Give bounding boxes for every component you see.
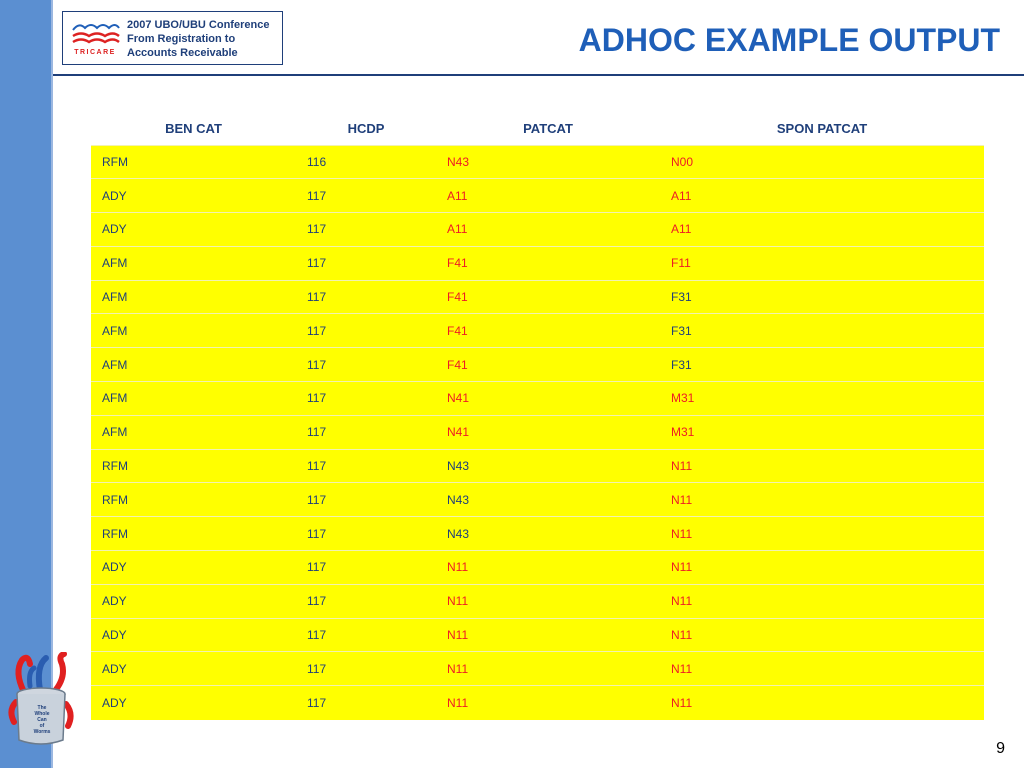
patcat-cell: F41: [436, 314, 660, 348]
table-row: [91, 213, 984, 247]
spon-patcat-cell: A11: [660, 179, 984, 213]
ben-cat-cell: RFM: [91, 145, 296, 179]
patcat-cell: N43: [436, 517, 660, 551]
spon-patcat-cell: F31: [660, 280, 984, 314]
spon-patcat-cell: M31: [660, 382, 984, 416]
hcdp-cell: 116: [296, 145, 436, 179]
conference-name: [127, 18, 269, 60]
spon-patcat-cell: F31: [660, 348, 984, 382]
table-row: [91, 584, 984, 618]
spon-patcat-cell: M31: [660, 415, 984, 449]
table-header-row: [91, 113, 984, 145]
hcdp-cell: 117: [296, 551, 436, 585]
ben-cat-cell: RFM: [91, 483, 296, 517]
ben-cat-cell: AFM: [91, 314, 296, 348]
table-row: [91, 483, 984, 517]
ben-cat-cell: AFM: [91, 415, 296, 449]
conference-line-3: Accounts Receivable: [127, 47, 238, 59]
table-row: [91, 449, 984, 483]
ben-cat-cell: ADY: [91, 213, 296, 247]
can-label-line-4: of: [39, 723, 45, 729]
can-label-line-2: Whole: [34, 711, 50, 717]
hcdp-cell: 117: [296, 314, 436, 348]
spon-patcat-cell: F31: [660, 314, 984, 348]
conference-logo: [62, 11, 283, 65]
tricare-brand-text: TRICARE: [74, 49, 116, 56]
table-row: [91, 246, 984, 280]
ben-cat-cell: AFM: [91, 246, 296, 280]
hcdp-cell: 117: [296, 483, 436, 517]
tricare-logo-icon: [69, 16, 121, 60]
spon-patcat-cell: N00: [660, 145, 984, 179]
ben-cat-cell: AFM: [91, 348, 296, 382]
ben-cat-cell: ADY: [91, 584, 296, 618]
table-row: [91, 314, 984, 348]
spon-patcat-cell: N11: [660, 449, 984, 483]
hcdp-cell: 117: [296, 382, 436, 416]
spon-patcat-cell: F11: [660, 246, 984, 280]
ben-cat-cell: AFM: [91, 382, 296, 416]
patcat-cell: F41: [436, 280, 660, 314]
patcat-cell: A11: [436, 179, 660, 213]
patcat-cell: N43: [436, 483, 660, 517]
conference-line-2: From Registration to: [127, 33, 236, 45]
table-body: [91, 145, 984, 720]
patcat-cell: N41: [436, 415, 660, 449]
spon-patcat-cell: N11: [660, 551, 984, 585]
spon-patcat-cell: N11: [660, 517, 984, 551]
can-label: [24, 705, 60, 735]
patcat-cell: N43: [436, 145, 660, 179]
patcat-cell: N41: [436, 382, 660, 416]
hcdp-cell: 117: [296, 584, 436, 618]
table-row: [91, 517, 984, 551]
header-divider: [53, 74, 1024, 76]
table-row: [91, 280, 984, 314]
output-table: [91, 113, 984, 720]
can-label-line-5: Worms: [33, 729, 51, 735]
spon-patcat-cell: N11: [660, 483, 984, 517]
ben-cat-cell: ADY: [91, 618, 296, 652]
hcdp-cell: 117: [296, 348, 436, 382]
table-row: [91, 348, 984, 382]
patcat-cell: N11: [436, 584, 660, 618]
patcat-cell: F41: [436, 348, 660, 382]
table-row: [91, 551, 984, 585]
hcdp-cell: 117: [296, 517, 436, 551]
hcdp-cell: 117: [296, 686, 436, 720]
table-row: [91, 145, 984, 179]
table-row: [91, 382, 984, 416]
patcat-cell: N11: [436, 652, 660, 686]
hcdp-cell: 117: [296, 652, 436, 686]
hcdp-cell: 117: [296, 449, 436, 483]
hcdp-cell: 117: [296, 179, 436, 213]
table-row: [91, 686, 984, 720]
can-label-line-3: Can: [37, 717, 47, 723]
header-ben-cat: BEN CAT: [91, 113, 296, 145]
patcat-cell: N11: [436, 686, 660, 720]
spon-patcat-cell: N11: [660, 686, 984, 720]
hcdp-cell: 117: [296, 415, 436, 449]
ben-cat-cell: ADY: [91, 551, 296, 585]
spon-patcat-cell: N11: [660, 584, 984, 618]
header-spon-patcat: SPON PATCAT: [660, 113, 984, 145]
hcdp-cell: 117: [296, 246, 436, 280]
ben-cat-cell: RFM: [91, 517, 296, 551]
table-row: [91, 415, 984, 449]
spon-patcat-cell: N11: [660, 652, 984, 686]
patcat-cell: N11: [436, 618, 660, 652]
ben-cat-cell: RFM: [91, 449, 296, 483]
patcat-cell: N11: [436, 551, 660, 585]
ben-cat-cell: AFM: [91, 280, 296, 314]
ben-cat-cell: ADY: [91, 652, 296, 686]
table-row: [91, 179, 984, 213]
spon-patcat-cell: A11: [660, 213, 984, 247]
patcat-cell: N43: [436, 449, 660, 483]
conference-line-1: 2007 UBO/UBU Conference: [127, 19, 270, 31]
table-row: [91, 652, 984, 686]
ben-cat-cell: ADY: [91, 686, 296, 720]
page-number: 9: [996, 740, 1005, 757]
patcat-cell: F41: [436, 246, 660, 280]
patcat-cell: A11: [436, 213, 660, 247]
slide-title: ADHOC EXAMPLE OUTPUT: [578, 22, 1000, 58]
header-hcdp: HCDP: [296, 113, 436, 145]
header-patcat: PATCAT: [436, 113, 660, 145]
can-label-line-1: The: [37, 705, 47, 711]
table-row: [91, 618, 984, 652]
spon-patcat-cell: N11: [660, 618, 984, 652]
hcdp-cell: 117: [296, 618, 436, 652]
hcdp-cell: 117: [296, 280, 436, 314]
ben-cat-cell: ADY: [91, 179, 296, 213]
hcdp-cell: 117: [296, 213, 436, 247]
